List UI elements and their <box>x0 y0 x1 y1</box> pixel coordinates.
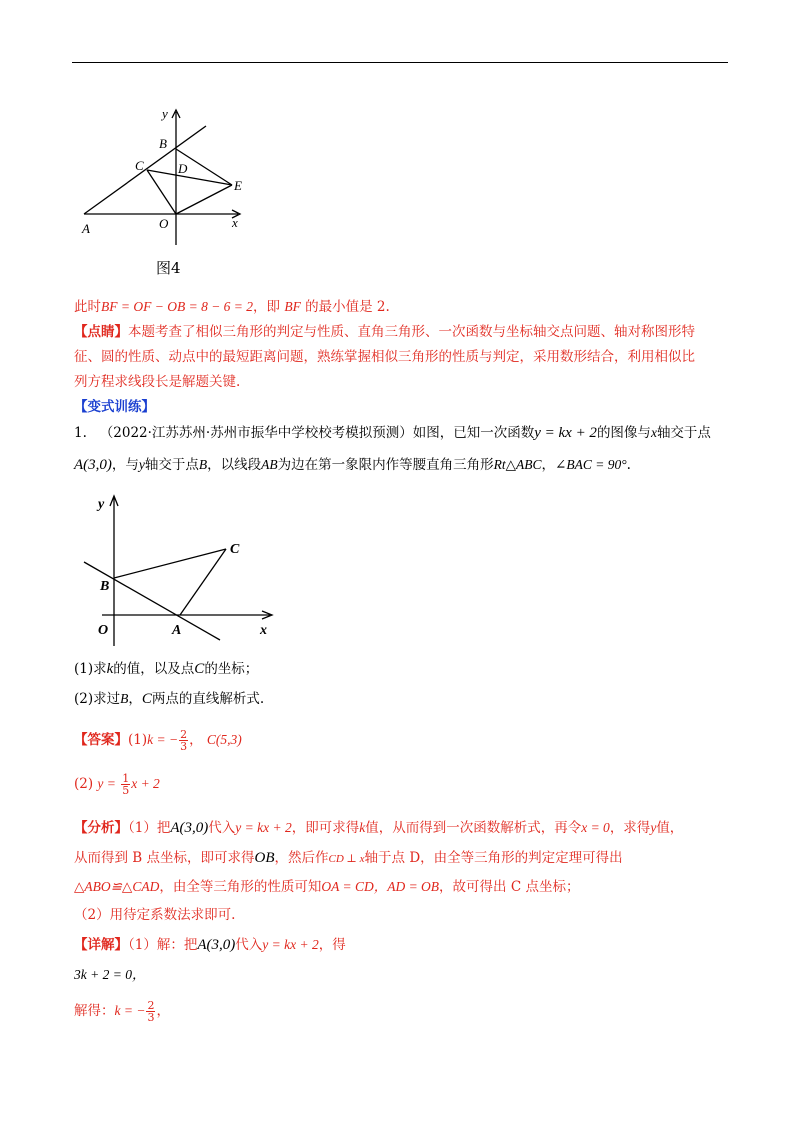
fig-x-label: x <box>260 623 267 638</box>
comment-line-3: 列方程求线段长是解题关键. <box>74 374 241 390</box>
result-suffix: 的最小值是 2. <box>305 299 390 315</box>
problem-line-2: A(3,0)，与y轴交于点B，以线段AB为边在第一象限内作等腰直角三角形Rt△ABC，∠BAC = 90°. <box>74 457 631 473</box>
problem-y: y <box>138 457 145 472</box>
analysis-c3: OA = CD，AD = OB <box>321 879 440 894</box>
analysis-congruent: △ABO≌△CAD <box>74 879 160 894</box>
analysis-a3: ，即可求得 <box>291 820 360 836</box>
answer-k-num: 2 <box>180 728 188 741</box>
problem-line-1 <box>74 423 711 443</box>
problem-x: x <box>650 425 657 440</box>
analysis-x0: x = 0 <box>581 820 610 835</box>
problem-number: 1. <box>74 425 87 441</box>
analysis-b3: 轴于点 D，由全等三角形的判定定理可得出 <box>364 850 623 866</box>
comment-line-2: 征、圆的性质、动点中的最短距离问题，熟练掌握相似三角形的性质与判定，采用数形结合，利用相似比 <box>74 349 695 365</box>
problem-point-a: A(3,0) <box>74 457 112 473</box>
detail-line-2 <box>74 965 145 985</box>
fig4-label-a: A <box>82 221 90 236</box>
problem-rt: Rt△ABC <box>493 457 542 472</box>
analysis-y: y <box>650 820 657 835</box>
detail-tag: 【详解】 <box>74 937 128 953</box>
analysis-cd-perp: CD ⊥ x <box>328 853 365 865</box>
result-prefix: 此时 <box>74 299 101 315</box>
problem-angle: ∠BAC = 90° <box>555 457 627 472</box>
detail-equation: 3k + 2 = 0， <box>74 967 146 982</box>
fig4-x-label: x <box>232 215 238 230</box>
answer-sep: ， <box>189 732 203 748</box>
detail-eq: y = kx + 2 <box>262 937 319 952</box>
analysis-c2: ，由全等三角形的性质可知 <box>159 879 322 895</box>
answer-line-1 <box>74 727 242 753</box>
detail-line-3 <box>74 998 170 1024</box>
result-mid: ，即 <box>253 299 281 315</box>
answer-y-num: 1 <box>122 772 130 785</box>
analysis-line-4: （2）用待定系数法求即可. <box>74 907 236 923</box>
detail-point-a: A(3,0) <box>197 937 236 953</box>
fig4-y-label: y <box>162 106 168 121</box>
analysis-eq: y = kx + 2 <box>235 820 292 835</box>
question-2 <box>74 689 264 709</box>
comment-text-1: 本题考查了相似三角形的判定与性质、直角三角形、一次函数与坐标轴交点问题、轴对称图形特 <box>128 324 695 340</box>
variant-heading: 【变式训练】 <box>74 399 155 415</box>
analysis-line-3 <box>74 877 579 897</box>
detail-line-1 <box>74 935 346 955</box>
problem-source: （2022·江苏苏州·苏州市振华中学校校考模拟预测）如图，已知一次函数 <box>99 425 535 441</box>
answer-tag: 【答案】 <box>74 732 128 748</box>
answer-c: C(5,3) <box>206 732 242 747</box>
answer-line-2 <box>74 771 160 797</box>
detail-k-num: 2 <box>147 999 155 1012</box>
detail-k-den: 3 <box>147 1011 155 1024</box>
fig-y-label: y <box>98 497 105 512</box>
header-rule <box>72 62 728 63</box>
problem-equation: y = kx + 2 <box>534 425 597 441</box>
detail-solve: 解得： <box>74 1003 115 1019</box>
figure-4-caption: 图4 <box>156 259 181 277</box>
q1-post: 的坐标； <box>204 661 259 677</box>
analysis-point-a: A(3,0) <box>170 820 209 836</box>
analysis-b1: 从而得到 B 点坐标，即可求得 <box>74 850 255 866</box>
answer-part-2: (2) <box>74 776 94 792</box>
analysis-line-1 <box>74 818 683 838</box>
analysis-a4: 值，从而得到一次函数解析式，再令 <box>365 820 582 836</box>
detail-d2: 代入 <box>235 937 263 953</box>
problem-text-3: ，与 <box>111 457 139 473</box>
detail-end: ， <box>156 1003 170 1019</box>
q2-sep: ， <box>128 691 142 707</box>
problem-end: . <box>626 457 631 473</box>
fig-label-c: C <box>230 542 240 557</box>
analysis-a6: 值， <box>656 820 684 836</box>
detail-k-eq: k = − <box>114 1003 146 1018</box>
analysis-a1: （1）把 <box>128 820 171 836</box>
result-line <box>74 297 390 317</box>
problem-text-1: 的图像与 <box>596 425 651 441</box>
fig4-label-b: B <box>159 136 167 151</box>
q1-c: C <box>194 661 205 677</box>
analysis-b2: ，然后作 <box>274 850 329 866</box>
analysis-line-2 <box>74 848 623 869</box>
answer-k-eq: k = − <box>147 732 179 747</box>
analysis-tag: 【分析】 <box>74 820 128 836</box>
problem-b: B <box>198 457 208 472</box>
result-formula: BF = OF − OB = 8 − 6 = 2 <box>101 299 254 314</box>
q2-post: 两点的直线解析式. <box>151 691 265 707</box>
analysis-a5: ，求得 <box>609 820 651 836</box>
detail-d3: ，得 <box>318 937 346 953</box>
detail-k-fraction <box>146 1000 155 1023</box>
fig-label-b: B <box>100 579 110 594</box>
detail-d1: （1）解：把 <box>128 937 198 953</box>
problem-text-2: 轴交于点 <box>656 425 711 441</box>
comment-line-1 <box>74 322 695 342</box>
answer-y-eq: y = <box>97 776 116 791</box>
fig-label-a: A <box>172 623 182 638</box>
q1-mid: 的值，以及点 <box>113 661 195 677</box>
problem-text-6: 为边在第一象限内作等腰直角三角形 <box>277 457 494 473</box>
answer-y-fraction <box>121 773 130 796</box>
answer-part-1: (1) <box>128 732 148 748</box>
analysis-c4: ，故可得出 C 点坐标； <box>439 879 580 895</box>
q2-pre: (2)求过 <box>74 691 121 707</box>
q1-k: k <box>106 661 114 677</box>
problem-text-4: 轴交于点 <box>144 457 199 473</box>
fig4-label-d: D <box>178 161 188 176</box>
answer-k-fraction <box>179 729 188 752</box>
answer-y-den: 5 <box>122 784 130 797</box>
analysis-a2: 代入 <box>208 820 236 836</box>
figure-4-diagram <box>70 100 260 250</box>
comment-tag: 【点睛】 <box>74 324 128 340</box>
fig-label-o: O <box>98 623 109 638</box>
analysis-k: k <box>359 820 366 835</box>
problem-text-5: ，以线段 <box>207 457 262 473</box>
answer-k-den: 3 <box>180 740 188 753</box>
answer-y-rest: x + 2 <box>131 776 160 791</box>
problem-ab: AB <box>261 457 278 472</box>
fig4-label-c: C <box>135 158 144 173</box>
question-1 <box>74 659 258 679</box>
q2-b: B <box>120 691 129 706</box>
figure-coordinate-diagram <box>80 488 280 648</box>
analysis-ob: OB <box>254 850 275 866</box>
fig4-label-o: O <box>159 216 169 231</box>
fig4-label-e: E <box>234 178 242 193</box>
result-var: BF <box>284 299 301 314</box>
q2-c: C <box>141 691 152 707</box>
q1-pre: (1)求 <box>74 661 107 677</box>
